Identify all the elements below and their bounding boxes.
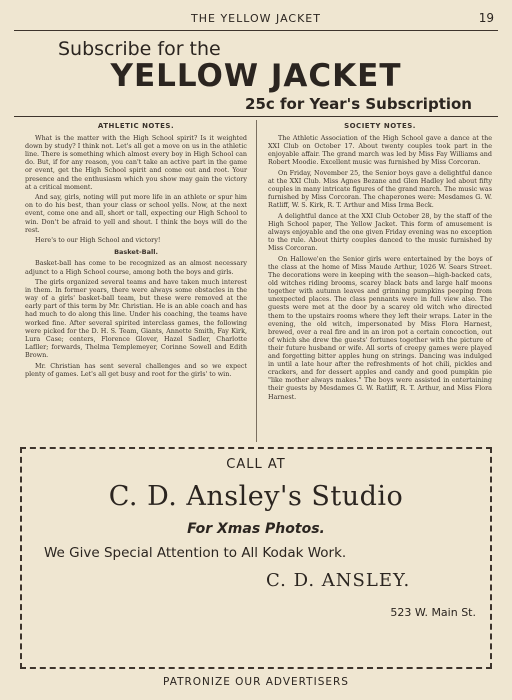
ad-call-at: CALL AT [226,457,286,472]
society-paragraph: On Friday, November 25, the Senior boys gave a delightful dance at the XXI Club. Miss Agnes Bezane and Glen Hadley led about fifty couples in many intricate figures of the grand march. The music was furnished by Miss Corcoran. The chaperones were: Mesdames G. W. Ratliff, W. S. Kirk, R. T. Arthur and Miss Irma Beck. [268,168,492,210]
athletic-notes-column [25,120,247,380]
basketball-paragraph: The girls organized several teams and have taken much interest in them. In former years, there were always some obstacles in the way of a girls' basket-ball team, but these were removed at the early part of this term by Mr. Christian. He is an able coach and has had much to do along this line. Under his coaching, the teams have worked fine. After several spirited interclass games, the following were picked for the D. H. S. Team, Giants, Annette Smith, Fay Kirk, Lura Case; centers, Florence Glover, Hazel Sadler, Charlotte Lafller; forwards, Thelma Templemeyer, Corinne Sowell and Edith Brown. [25,278,247,359]
society-paragraph: A delightful dance at the XXI Club October 28, by the staff of the High School paper, The Yellow Jacket. This form of amusement is always enjoyable and the one given Friday evening was no exception to the rule. About thirty couples danced to the music furnished by Miss Corcoran. [268,211,492,253]
subscription-price: 25c for Year's Subscription [245,95,472,113]
athletic-paragraph: What is the matter with the High School spirit? Is it weighted down by study? I think not. Let's all get a move on us in the athletic line. There is something which almost every boy in High School can do. But, if for any reason, you can't take an active part in the game or event, get the High School spirit and come out and root. Your presence and the enthusiasm which you show may gain the victory at a critical moment. [25,134,247,191]
yellow-jacket-title: YELLOW JACKET [110,58,402,94]
basketball-subheading: Basket-Ball. [114,248,158,257]
header-rule [14,30,498,31]
ad-xmas-photos: For Xmas Photos. [187,521,325,537]
ad-kodak-work: We Give Special Attention to All Kodak Work. [44,545,347,561]
basketball-paragraph: Mr. Christian has sent several challenges and so we expect plenty of games. Let's all get busy and root for the girls' to win. [25,361,247,378]
society-notes-heading: SOCIETY NOTES. [344,122,416,130]
subscribe-line: Subscribe for the [58,38,221,60]
ad-proprietor: C. D. ANSLEY. [266,570,411,591]
studio-advertisement [20,447,492,669]
header-title: THE YELLOW JACKET [191,12,321,25]
society-paragraph: The Athletic Association of the High School gave a dance at the XXI Club on October 17. About twenty couples took part in the enjoyable affair. The grand march was led by Miss Fay Williams and Robert Moodie. Excellent music was furnished by Miss Corcoran. [268,134,492,167]
ad-studio-name: C. D. Ansley's Studio [108,481,404,512]
page-number: 19 [478,11,494,25]
athletic-paragraph: And say, girls, noting will put more life in an athlete or spur him on to do his best, than your class or school yells. Now, at the next event, come one and all, short or tall, expecting our High School to win. Don't be afraid to yell and shout. I think the boys will do the rest. [25,193,247,234]
athletic-paragraph: Here's to our High School and victory! [35,236,161,245]
society-paragraph: On Hallowe'en the Senior girls were entertained by the boys of the class at the home of Miss Maude Arthur, 1026 W. Sears Street. The decorations were in keeping with the season—high-backed cats, old witches riding brooms, scarey black bats and large half moons together with autumn leaves and grinning pumpkins peeping from unexpected places. The class pennants were in full view also. The guests were met at the door by a scarey old witch who directed them to the upstairs rooms where they left their wraps. Later in the evening, the old witch, impersonated by Miss Flora Harnest, brewed, over a real fire and in an iron pot a certain concoction, out of which she drew the guests' fortunes together with the picture of their future husband or wife. All sorts of creepy games were played and forgetting bitter apples hung on strings. Dancing was indulged in until a late hour after the refreshments of hot chili, pickles and crackers, and for dessert apples and candy and good pumpkin pie "like mother always makes." The boys were assisted in entertaining their guests by Mesdames G. W. Ratliff, R. T. Arthur, and Miss Flora Harnest. [268,254,492,401]
society-notes-column [268,120,492,403]
running-header [0,9,512,31]
ad-address: 523 W. Main St. [390,606,476,619]
footer-text: PATRONIZE OUR ADVERTISERS [163,676,349,688]
column-divider [256,120,257,442]
basketball-paragraph: Basket-ball has come to be recognized as an almost necessary adjunct to a High School course, among both the boys and girls. [25,259,247,276]
section-rule [14,116,498,117]
athletic-notes-heading: ATHLETIC NOTES. [97,122,175,130]
